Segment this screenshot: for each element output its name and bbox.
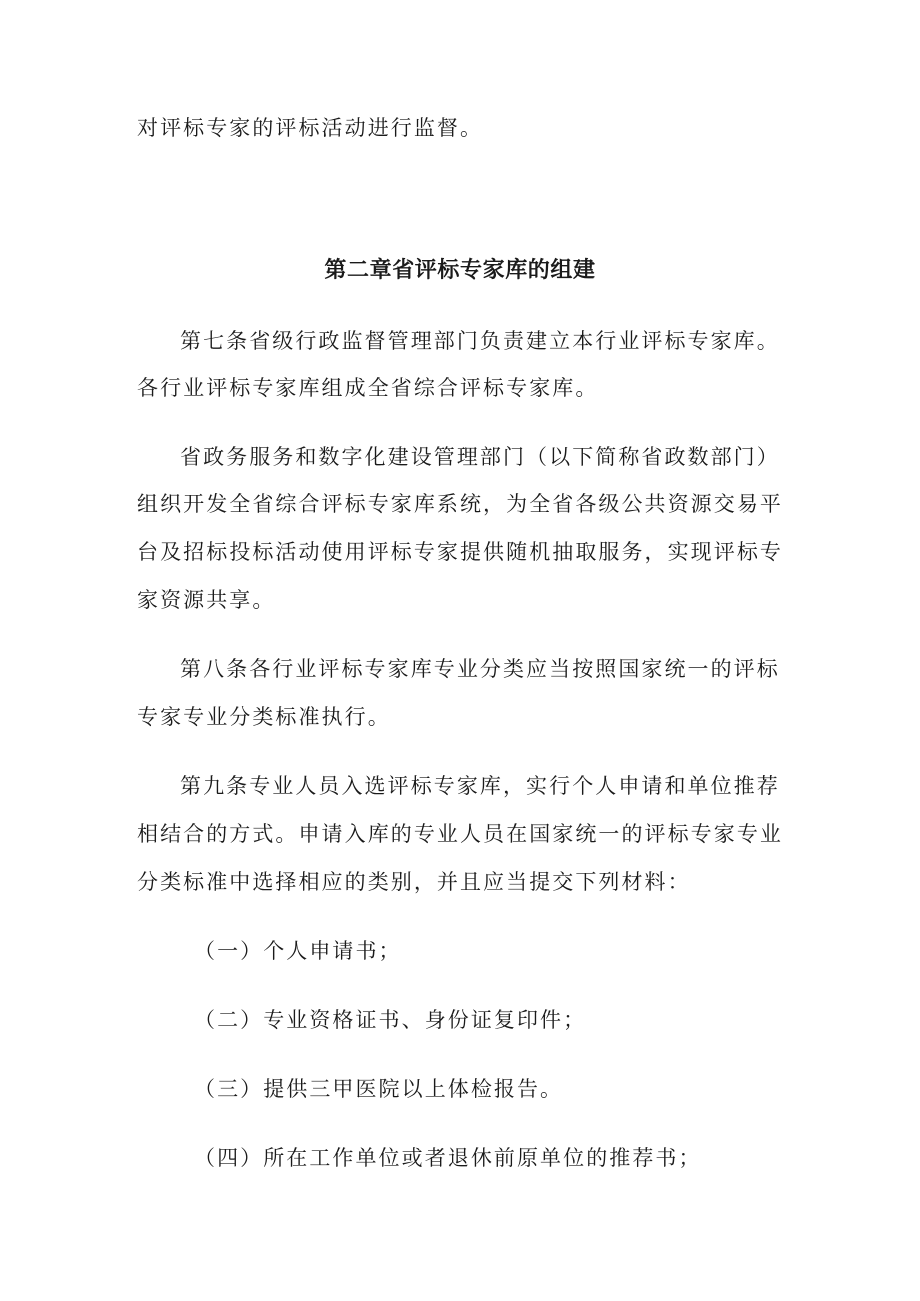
paragraph-line: 家资源共享。 bbox=[137, 588, 276, 612]
chapter-title: 第二章省评标专家库的组建 bbox=[324, 258, 596, 283]
paragraph-line: 台及招标投标活动使用评标专家提供随机抽取服务，实现评标专 bbox=[137, 540, 783, 564]
list-item: （四）所在工作单位或者退休前原单位的推荐书； bbox=[194, 1146, 702, 1170]
paragraph-line: 第八条各行业评标专家库专业分类应当按照国家统一的评标 bbox=[180, 657, 780, 681]
paragraph-line: 第七条省级行政监督管理部门负责建立本行业评标专家库。 bbox=[180, 329, 780, 353]
paragraph-line: 第九条专业人员入选评标专家库，实行个人申请和单位推荐 bbox=[180, 774, 780, 798]
list-item: （二）专业资格证书、身份证复印件； bbox=[194, 1008, 587, 1032]
paragraph-line: 组织开发全省综合评标专家库系统，为全省各级公共资源交易平 bbox=[137, 492, 783, 516]
paragraph-line: 各行业评标专家库组成全省综合评标专家库。 bbox=[137, 376, 599, 400]
list-item: （三）提供三甲医院以上体检报告。 bbox=[194, 1077, 564, 1101]
paragraph-line: 专家专业分类标准执行。 bbox=[137, 705, 391, 729]
paragraph-line: 分类标准中选择相应的类别，并且应当提交下列材料： bbox=[137, 870, 691, 894]
list-item: （一）个人申请书； bbox=[194, 939, 402, 963]
continuation-line: 对评标专家的评标活动进行监督。 bbox=[137, 116, 484, 140]
paragraph-line: 省政务服务和数字化建设管理部门（以下简称省政数部门） bbox=[180, 445, 780, 469]
paragraph-line: 相结合的方式。申请入库的专业人员在国家统一的评标专家专业 bbox=[137, 822, 783, 846]
